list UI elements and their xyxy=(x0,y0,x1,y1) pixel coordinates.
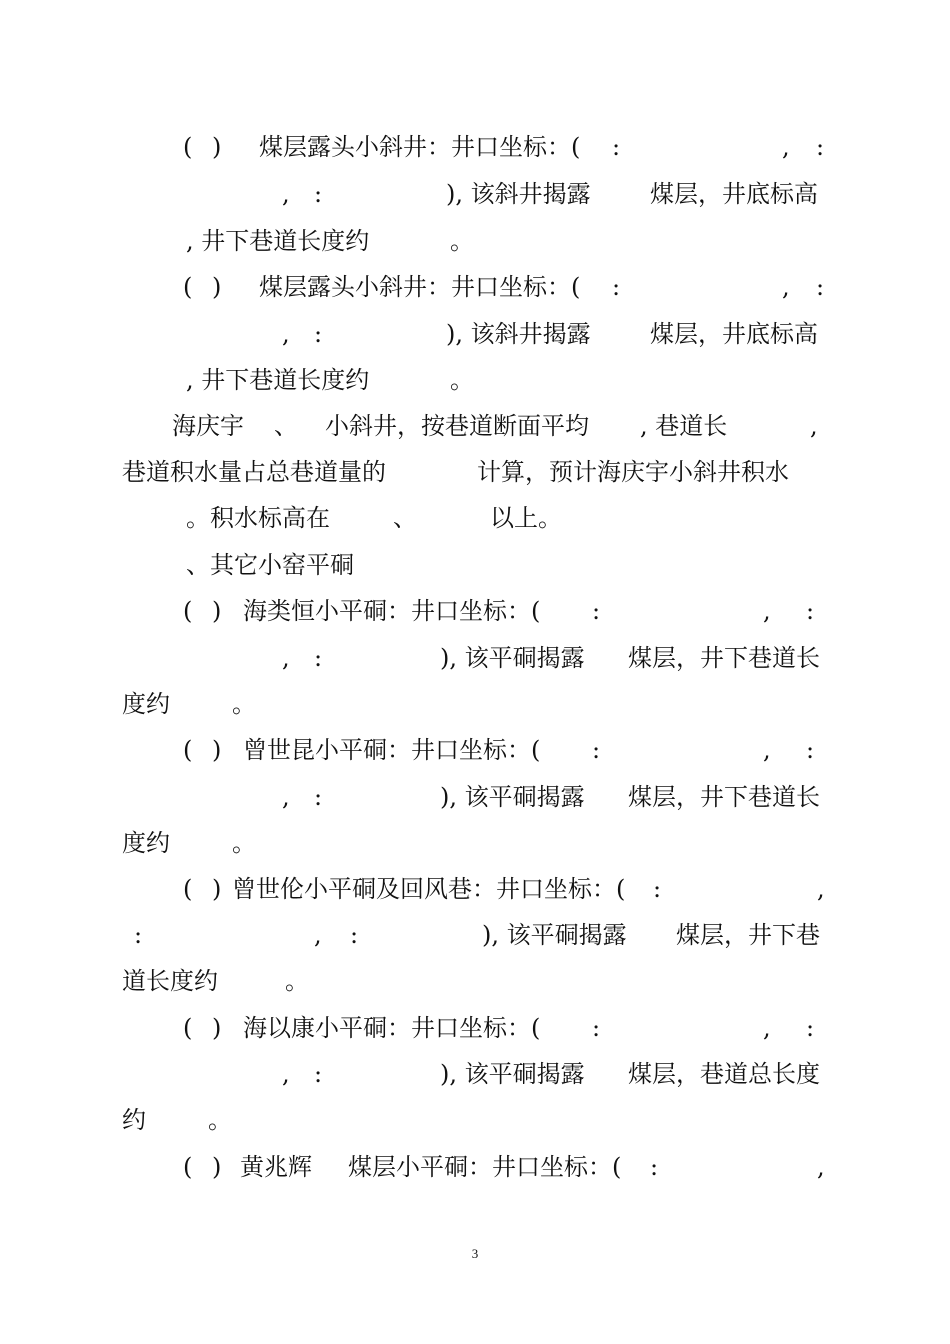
text-segment: 煤层，巷道总长度 xyxy=(628,1060,820,1088)
page-number: 3 xyxy=(471,1246,479,1261)
text-line xyxy=(0,1100,950,1140)
text-segment: ( xyxy=(183,273,193,301)
text-segment: , xyxy=(810,412,818,440)
text-segment: 以上。 xyxy=(490,504,562,532)
text-segment: : xyxy=(653,875,662,903)
text-segment: 度约 xyxy=(122,829,170,857)
text-segment: 巷道积水量占总巷道量的 xyxy=(122,458,386,486)
text-segment: 煤层，井下巷道长 xyxy=(628,644,820,672)
text-segment: , xyxy=(782,273,790,301)
text-segment: ( xyxy=(183,875,193,903)
text-segment: : xyxy=(650,1153,659,1181)
text-segment: 小斜井，按巷道断面平均 xyxy=(325,412,589,440)
text-segment: , xyxy=(782,133,790,161)
text-line xyxy=(0,869,950,909)
text-segment: ), 该平硐揭露 xyxy=(440,644,585,672)
text-segment: 计算，预计海庆宇小斜井积水 xyxy=(477,458,789,486)
text-segment: : xyxy=(314,180,323,208)
text-segment: ( xyxy=(183,736,193,764)
text-segment: , xyxy=(817,1153,825,1181)
text-segment: 。 xyxy=(285,967,309,995)
text-segment: : xyxy=(314,783,323,811)
text-segment: ) xyxy=(212,736,222,764)
text-segment: , xyxy=(314,921,322,949)
text-segment: : xyxy=(806,1014,815,1042)
text-segment: , xyxy=(282,320,290,348)
text-segment: 、 xyxy=(393,504,417,532)
text-line xyxy=(0,406,950,446)
text-segment: ( xyxy=(183,1014,193,1042)
text-segment: 煤层，井下巷 xyxy=(676,921,820,949)
text-line xyxy=(0,1147,950,1187)
text-line xyxy=(0,360,950,400)
text-segment: 海庆宇 xyxy=(172,412,244,440)
text-segment: : xyxy=(314,644,323,672)
text-segment: : xyxy=(350,921,359,949)
text-segment: 煤层小平硐：井口坐标：( xyxy=(348,1153,622,1181)
text-segment: 煤层，井底标高 xyxy=(650,180,818,208)
text-segment: ), 该平硐揭露 xyxy=(440,783,585,811)
text-segment: 煤层，井下巷道长 xyxy=(628,783,820,811)
text-segment: ) xyxy=(212,1014,222,1042)
text-line xyxy=(0,961,950,1001)
text-segment: ), 该斜井揭露 xyxy=(446,180,591,208)
text-line xyxy=(0,314,950,354)
text-segment: 道长度约 xyxy=(122,967,218,995)
text-segment: , xyxy=(763,597,771,625)
text-segment: : xyxy=(314,320,323,348)
text-segment: : xyxy=(592,597,601,625)
text-segment: , xyxy=(763,1014,771,1042)
text-line xyxy=(0,174,950,214)
text-segment: 海类恒小平硐：井口坐标：( xyxy=(243,597,541,625)
text-segment: : xyxy=(592,1014,601,1042)
text-segment: 。 xyxy=(232,829,256,857)
text-line xyxy=(0,498,950,538)
text-segment: 。积水标高在 xyxy=(186,504,330,532)
text-segment: 煤层露头小斜井：井口坐标：( xyxy=(259,133,581,161)
text-segment: 。 xyxy=(450,366,474,394)
text-line xyxy=(0,221,950,261)
text-segment: ( xyxy=(183,597,193,625)
text-line xyxy=(0,777,950,817)
text-segment: ) xyxy=(212,273,222,301)
text-segment: : xyxy=(592,736,601,764)
text-segment: 。 xyxy=(232,690,256,718)
text-segment: 煤层露头小斜井：井口坐标：( xyxy=(259,273,581,301)
text-segment: ), 该平硐揭露 xyxy=(440,1060,585,1088)
text-segment: , xyxy=(763,736,771,764)
text-line xyxy=(0,684,950,724)
text-segment: : xyxy=(134,921,143,949)
text-segment: ) xyxy=(212,1153,222,1181)
text-segment: , xyxy=(817,875,825,903)
text-segment: , xyxy=(282,783,290,811)
text-segment: 煤层，井底标高 xyxy=(650,320,818,348)
text-segment: 曾世伦小平硐及回风巷：井口坐标：( xyxy=(232,875,626,903)
text-segment: , xyxy=(282,644,290,672)
text-segment: : xyxy=(806,597,815,625)
text-line xyxy=(0,638,950,678)
text-segment: : xyxy=(816,133,825,161)
text-segment: 度约 xyxy=(122,690,170,718)
text-line xyxy=(0,545,950,585)
text-segment: ), 该斜井揭露 xyxy=(446,320,591,348)
text-segment: , 井下巷道长度约 xyxy=(186,227,370,255)
text-line xyxy=(0,591,950,631)
text-segment: : xyxy=(816,273,825,301)
text-segment: 。 xyxy=(208,1106,232,1134)
text-segment: , 巷道长 xyxy=(640,412,728,440)
text-segment: , 井下巷道长度约 xyxy=(186,366,370,394)
text-segment: ), 该平硐揭露 xyxy=(482,921,627,949)
text-segment: : xyxy=(314,1060,323,1088)
text-line xyxy=(0,1054,950,1094)
text-line xyxy=(0,267,950,307)
text-segment: , xyxy=(282,180,290,208)
text-segment: 、 xyxy=(274,412,298,440)
text-segment: ( xyxy=(183,133,193,161)
text-segment: : xyxy=(806,736,815,764)
text-segment: : xyxy=(612,133,621,161)
text-line xyxy=(0,915,950,955)
text-line xyxy=(0,1008,950,1048)
text-line xyxy=(0,823,950,863)
text-segment: ( xyxy=(183,1153,193,1181)
text-segment: ) xyxy=(212,597,222,625)
text-segment: , xyxy=(282,1060,290,1088)
text-line xyxy=(0,452,950,492)
text-segment: 海以康小平硐：井口坐标：( xyxy=(243,1014,541,1042)
text-segment: 曾世昆小平硐：井口坐标：( xyxy=(243,736,541,764)
text-line xyxy=(0,127,950,167)
text-segment: ) xyxy=(212,875,222,903)
text-segment: 黄兆辉 xyxy=(240,1153,312,1181)
text-segment: ) xyxy=(212,133,222,161)
text-segment: 、其它小窑平硐 xyxy=(186,551,354,579)
text-line xyxy=(0,730,950,770)
text-segment: 。 xyxy=(450,227,474,255)
text-segment: : xyxy=(612,273,621,301)
text-segment: 约 xyxy=(122,1106,146,1134)
